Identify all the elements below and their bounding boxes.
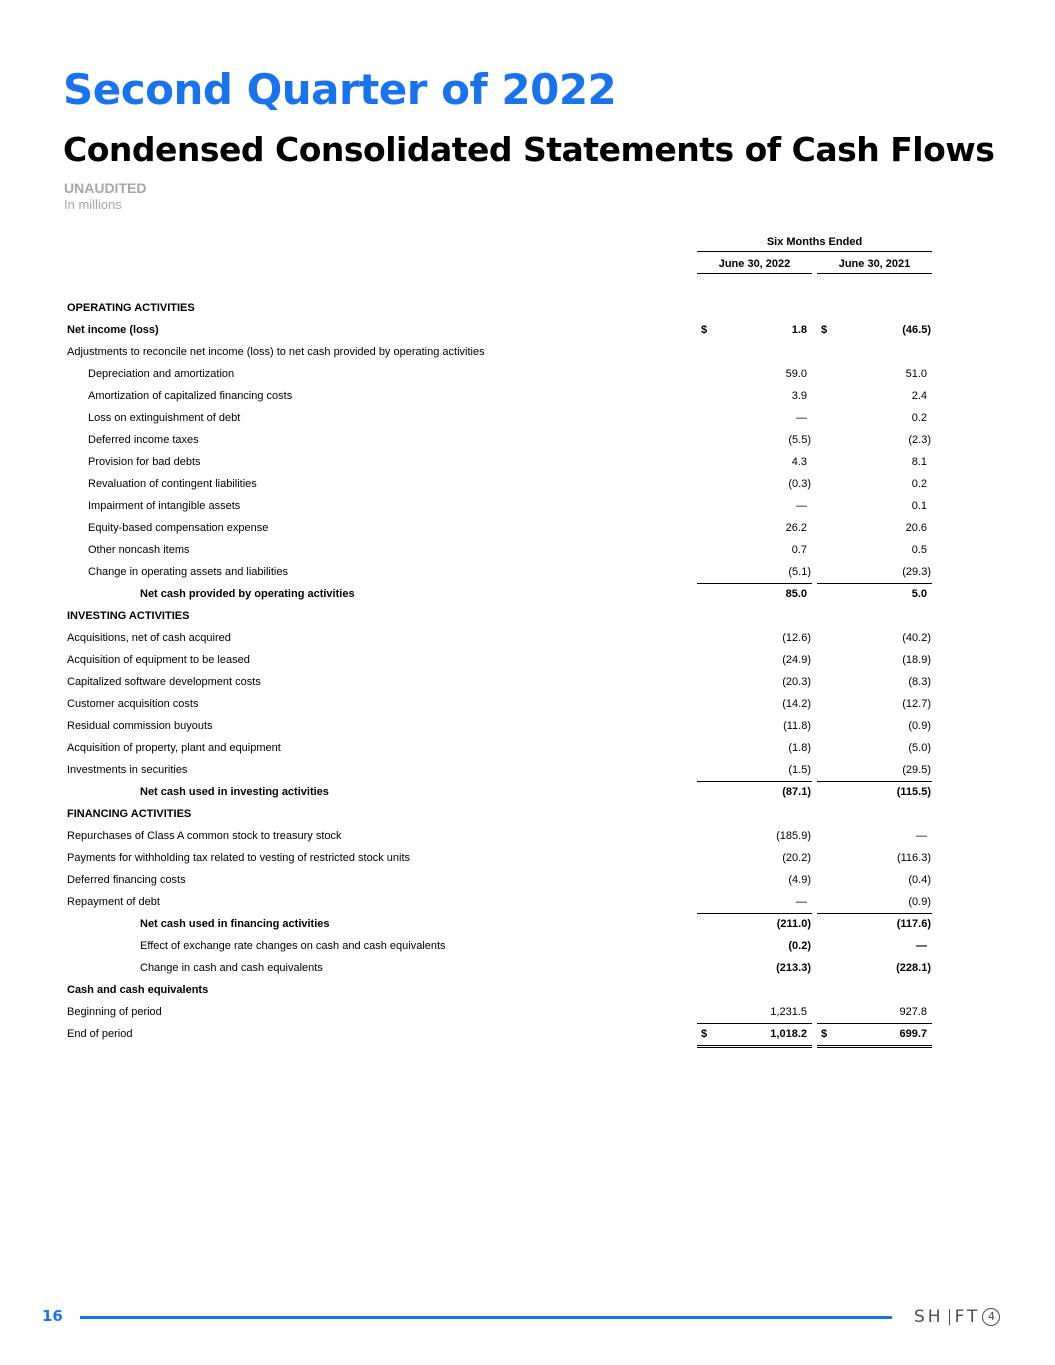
value-2022 <box>697 847 812 869</box>
amount: (213.3) <box>776 962 811 974</box>
page-title: Second Quarter of 2022 <box>63 65 617 114</box>
value-2021 <box>817 517 932 539</box>
amount: (0.3) <box>788 478 811 490</box>
table-row <box>0 539 1055 561</box>
value-2021 <box>817 781 932 803</box>
units-label: In millions <box>64 197 122 212</box>
amount: 0.1 <box>911 500 927 512</box>
value-2022 <box>697 539 812 561</box>
amount: 20.6 <box>905 522 927 534</box>
value-2022 <box>697 1023 812 1045</box>
currency-symbol: $ <box>821 1028 828 1040</box>
row-label: Other noncash items <box>88 544 190 556</box>
amount: 59.0 <box>785 368 807 380</box>
value-2022 <box>697 781 812 803</box>
value-2022 <box>697 693 812 715</box>
row-label: Deferred income taxes <box>88 434 199 446</box>
row-label: Acquisition of equipment to be leased <box>67 654 250 666</box>
table-row <box>0 803 1055 825</box>
amount: (40.2) <box>902 632 931 644</box>
value-2022 <box>697 385 812 407</box>
amount: (1.8) <box>788 742 811 754</box>
row-label: Payments for withholding tax related to vesting of restricted stock units <box>67 852 410 864</box>
value-2021 <box>817 935 932 957</box>
row-label: Impairment of intangible assets <box>88 500 241 512</box>
value-2022 <box>697 957 812 979</box>
table-row <box>0 429 1055 451</box>
row-label: Residual commission buyouts <box>67 720 213 732</box>
row-label: Net cash used in financing activities <box>140 918 330 930</box>
table-row <box>0 627 1055 649</box>
amount: 0.2 <box>911 478 927 490</box>
table-row <box>0 671 1055 693</box>
row-label: Acquisition of property, plant and equipment <box>67 742 281 754</box>
value-2022 <box>697 737 812 759</box>
amount: 4.3 <box>791 456 807 468</box>
unaudited-label: UNAUDITED <box>64 180 147 196</box>
value-2021 <box>817 1001 932 1023</box>
page-number: 16 <box>42 1307 63 1325</box>
table-row <box>0 297 1055 319</box>
table-row <box>0 451 1055 473</box>
value-2021 <box>817 473 932 495</box>
row-label: End of period <box>67 1028 133 1040</box>
amount: (12.7) <box>902 698 931 710</box>
table-row <box>0 825 1055 847</box>
value-2021 <box>817 539 932 561</box>
table-row <box>0 649 1055 671</box>
period-header: Six Months Ended <box>697 234 932 252</box>
value-2022 <box>697 825 812 847</box>
value-2022 <box>697 935 812 957</box>
row-label: Depreciation and amortization <box>88 368 235 380</box>
value-2021 <box>817 825 932 847</box>
amount: (5.5) <box>788 434 811 446</box>
value-2021 <box>817 1023 932 1045</box>
value-2021 <box>817 385 932 407</box>
row-label: Loss on extinguishment of debt <box>88 412 241 424</box>
value-2021 <box>817 671 932 693</box>
amount: 0.7 <box>791 544 807 556</box>
value-2022 <box>697 891 812 913</box>
table-row <box>0 341 1055 363</box>
amount: (0.9) <box>908 720 931 732</box>
value-2022 <box>697 649 812 671</box>
table-row <box>0 737 1055 759</box>
table-row <box>0 715 1055 737</box>
amount: (185.9) <box>776 830 811 842</box>
row-label: Repayment of debt <box>67 896 160 908</box>
column-header-2022: June 30, 2022 <box>697 256 812 274</box>
value-2021 <box>817 957 932 979</box>
row-label: Net cash used in investing activities <box>140 786 329 798</box>
amount: (20.3) <box>782 676 811 688</box>
row-label: Investments in securities <box>67 764 188 776</box>
row-label: Adjustments to reconcile net income (loss) to net cash provided by operating activities <box>67 346 485 358</box>
amount: (18.9) <box>902 654 931 666</box>
amount: 26.2 <box>785 522 807 534</box>
table-row <box>0 1001 1055 1023</box>
value-2022 <box>697 627 812 649</box>
amount: 1,018.2 <box>770 1028 807 1040</box>
row-label: Provision for bad debts <box>88 456 201 468</box>
value-2021 <box>817 561 932 583</box>
amount: (12.6) <box>782 632 811 644</box>
value-2022 <box>697 583 812 605</box>
amount: 8.1 <box>911 456 927 468</box>
value-2021 <box>817 847 932 869</box>
value-2022 <box>697 473 812 495</box>
value-2022 <box>697 363 812 385</box>
row-label: Beginning of period <box>67 1006 162 1018</box>
row-label: Deferred financing costs <box>67 874 186 886</box>
value-2022 <box>697 869 812 891</box>
column-header-2021: June 30, 2021 <box>817 256 932 274</box>
table-row <box>0 781 1055 803</box>
table-row <box>0 561 1055 583</box>
amount: — <box>796 412 807 424</box>
amount: (115.5) <box>896 786 931 798</box>
shift4-logo <box>914 1305 1000 1329</box>
value-2021 <box>817 319 932 341</box>
value-2022 <box>697 517 812 539</box>
table-row <box>0 759 1055 781</box>
row-label: Capitalized software development costs <box>67 676 261 688</box>
row-label: Repurchases of Class A common stock to treasury stock <box>67 830 342 842</box>
value-2022 <box>697 407 812 429</box>
table-row <box>0 693 1055 715</box>
amount: (2.3) <box>908 434 931 446</box>
value-2022 <box>697 451 812 473</box>
amount: (8.3) <box>908 676 931 688</box>
amount: 2.4 <box>911 390 927 402</box>
value-2021 <box>817 693 932 715</box>
value-2022 <box>697 495 812 517</box>
amount: (11.8) <box>783 720 811 732</box>
amount: (116.3) <box>896 852 931 864</box>
table-row <box>0 583 1055 605</box>
value-2021 <box>817 891 932 913</box>
row-label: FINANCING ACTIVITIES <box>67 808 192 820</box>
value-2022 <box>697 1001 812 1023</box>
amount: (117.6) <box>896 918 931 930</box>
footer-rule <box>80 1316 892 1319</box>
row-label: Net income (loss) <box>67 324 159 336</box>
amount: (4.9) <box>788 874 811 886</box>
value-2022 <box>697 671 812 693</box>
value-2021 <box>817 495 932 517</box>
amount: (46.5) <box>902 324 931 336</box>
amount: — <box>916 940 927 952</box>
value-2021 <box>817 583 932 605</box>
amount: (29.5) <box>902 764 931 776</box>
amount: 0.2 <box>911 412 927 424</box>
value-2021 <box>817 759 932 781</box>
table-row <box>0 473 1055 495</box>
statement-title: Condensed Consolidated Statements of Cash Flows <box>63 130 995 169</box>
logo-bar <box>949 1309 950 1325</box>
value-2021 <box>817 451 932 473</box>
row-label: Amortization of capitalized financing costs <box>88 390 293 402</box>
amount: 3.9 <box>791 390 807 402</box>
row-label: Acquisitions, net of cash acquired <box>67 632 231 644</box>
value-2022 <box>697 913 812 935</box>
amount: — <box>796 500 807 512</box>
table-row <box>0 913 1055 935</box>
currency-symbol: $ <box>701 1028 708 1040</box>
row-label: Revaluation of contingent liabilities <box>88 478 257 490</box>
table-row <box>0 605 1055 627</box>
table-row <box>0 869 1055 891</box>
table-row <box>0 847 1055 869</box>
logo-text-left: SH <box>914 1307 944 1327</box>
value-2022 <box>697 759 812 781</box>
value-2022 <box>697 561 812 583</box>
row-label: Cash and cash equivalents <box>67 984 209 996</box>
amount: (24.9) <box>782 654 811 666</box>
value-2022 <box>697 319 812 341</box>
table-row <box>0 1023 1055 1045</box>
amount: (87.1) <box>782 786 811 798</box>
currency-symbol: $ <box>821 324 828 336</box>
value-2021 <box>817 715 932 737</box>
amount: (14.2) <box>782 698 811 710</box>
table-row <box>0 517 1055 539</box>
table-row <box>0 891 1055 913</box>
amount: 1.8 <box>791 324 807 336</box>
amount: — <box>796 896 807 908</box>
row-label: Equity-based compensation expense <box>88 522 269 534</box>
table-row <box>0 363 1055 385</box>
amount: 5.0 <box>911 588 927 600</box>
value-2022 <box>697 715 812 737</box>
amount: (29.3) <box>902 566 931 578</box>
value-2021 <box>817 869 932 891</box>
amount: — <box>916 830 927 842</box>
table-row <box>0 385 1055 407</box>
row-label: Effect of exchange rate changes on cash and cash equivalents <box>140 940 446 952</box>
value-2021 <box>817 737 932 759</box>
table-row <box>0 957 1055 979</box>
amount: (20.2) <box>782 852 811 864</box>
logo-text-right: FT <box>954 1307 981 1327</box>
row-label: Change in cash and cash equivalents <box>140 962 323 974</box>
row-label: Customer acquisition costs <box>67 698 199 710</box>
row-label: Net cash provided by operating activities <box>140 588 355 600</box>
amount: (5.0) <box>908 742 931 754</box>
table-row <box>0 407 1055 429</box>
value-2021 <box>817 913 932 935</box>
row-label: INVESTING ACTIVITIES <box>67 610 190 622</box>
value-2021 <box>817 649 932 671</box>
row-label: OPERATING ACTIVITIES <box>67 302 195 314</box>
amount: 927.8 <box>899 1006 927 1018</box>
value-2021 <box>817 407 932 429</box>
amount: (211.0) <box>776 918 811 930</box>
table-row <box>0 979 1055 1001</box>
amount: 1,231.5 <box>770 1006 807 1018</box>
table-row <box>0 495 1055 517</box>
amount: 0.5 <box>911 544 927 556</box>
value-2022 <box>697 429 812 451</box>
table-row <box>0 935 1055 957</box>
amount: 51.0 <box>905 368 927 380</box>
amount: (1.5) <box>788 764 811 776</box>
amount: (0.9) <box>908 896 931 908</box>
amount: 85.0 <box>785 588 807 600</box>
value-2021 <box>817 627 932 649</box>
logo-circle-icon: 4 <box>982 1308 1000 1326</box>
value-2021 <box>817 363 932 385</box>
row-label: Change in operating assets and liabilities <box>88 566 288 578</box>
value-2021 <box>817 429 932 451</box>
amount: (0.2) <box>788 940 811 952</box>
amount: (228.1) <box>896 962 931 974</box>
currency-symbol: $ <box>701 324 708 336</box>
amount: (5.1) <box>788 566 811 578</box>
amount: 699.7 <box>899 1028 927 1040</box>
amount: (0.4) <box>908 874 931 886</box>
table-row <box>0 319 1055 341</box>
